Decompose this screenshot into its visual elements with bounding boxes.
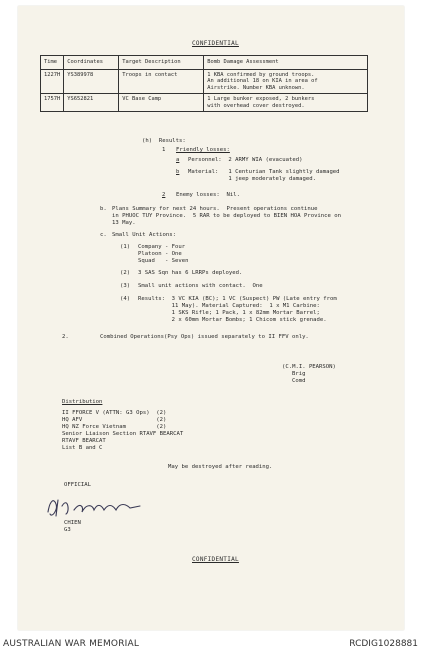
plans-label: b.	[100, 206, 107, 212]
material-text-2: 1 jeep moderately damaged.	[188, 176, 316, 182]
signatory-rank: Brig	[292, 371, 306, 377]
archive-reference: RCDIG1028881	[349, 639, 418, 649]
friendly-losses-heading: Friendly losses:	[176, 147, 230, 153]
plans-line-3: 13 May.	[112, 220, 136, 226]
item-line: Results: 3 VC KIA (BC); 1 VC (Suspect) PW (Late entry from	[138, 296, 337, 302]
combined-text: Combined Operations(Psy Ops) issued separately to II FFV only.	[100, 334, 309, 340]
col-bda-header: Bomb Damage Assessment	[204, 56, 368, 70]
distribution-line: II FFORCE V (ATTN: G3 Ops) (2)	[62, 410, 167, 416]
row-bda: 1 KBA confirmed by ground troops. An additional 18 on KIA in area of Airstrike. Number KBA unknown.	[204, 69, 368, 94]
combined-number: 2.	[62, 334, 69, 340]
plans-line-2: in PHUOC TUY Province. 5 RAR to be deployed to BIEN HOA Province on	[112, 213, 342, 219]
item-line: 11 May). Material Captured: 1 x M1 Carbine:	[138, 303, 320, 309]
col-time-header: Time	[41, 56, 64, 70]
official-line-1: CHIEN	[64, 520, 81, 526]
personnel-text: Personnel: 2 ARMY WIA (evacuated)	[188, 157, 303, 163]
distribution-line: Senior Liaison Section RTAVF BEARCAT	[62, 431, 184, 437]
row-coordinates: YS389978	[64, 69, 119, 94]
item-number: (2)	[120, 270, 131, 276]
material-label: b	[176, 169, 180, 175]
col-coordinates-header: Coordinates	[64, 56, 119, 70]
enemy-losses-number: 2	[162, 192, 166, 198]
material-text-1: Material: 1 Centurian Tank slightly damaged	[188, 169, 340, 175]
row-target: Troops in contact	[119, 69, 204, 94]
plans-line-1: Plans Summary for next 24 hours. Present operations continue	[112, 206, 318, 212]
distribution-line: HQ NZ Force Vietnam (2)	[62, 424, 167, 430]
distribution-heading: Distribution	[62, 399, 103, 405]
item-number: (4)	[120, 296, 131, 302]
bomb-damage-table	[40, 55, 368, 112]
item-line: 3 SAS Sqn has 6 LRRPs deployed.	[138, 270, 243, 276]
item-line: Platoon - One	[138, 251, 182, 257]
item-line: Squad - Seven	[138, 258, 189, 264]
item-line: 2 x 60mm Mortar Bombs; 1 Chicom stick grenade.	[138, 317, 327, 323]
item-number: (1)	[120, 244, 131, 250]
distribution-line: List B and C	[62, 445, 103, 451]
official-label: OFFICIAL	[64, 482, 91, 488]
table-row	[41, 69, 368, 94]
results-heading: (h) Results:	[142, 138, 186, 144]
destroy-note: May be destroyed after reading.	[168, 464, 273, 470]
friendly-losses-number: 1	[162, 147, 166, 153]
col-target-header: Target Description	[119, 56, 204, 70]
item-line: 1 SKS Rifle; 1 Pack, 1 x 82mm Mortar Barrel;	[138, 310, 320, 316]
item-line: Small unit actions with contact. One	[138, 283, 263, 289]
personnel-label: a	[176, 157, 180, 163]
row-coordinates: YS652821	[64, 94, 119, 112]
footer-classification: CONFIDENTIAL	[192, 556, 239, 563]
small-unit-label: c.	[100, 232, 107, 238]
signatory-name: (C.M.I. PEARSON)	[282, 364, 336, 370]
table-header-row	[41, 56, 368, 70]
row-time: 1757H	[41, 94, 64, 112]
distribution-line: RTAVF BEARCAT	[62, 438, 106, 444]
handwritten-signature	[40, 492, 150, 522]
item-line: Company - Four	[138, 244, 186, 250]
archive-name: AUSTRALIAN WAR MEMORIAL	[3, 639, 140, 649]
enemy-losses-text: Enemy losses: Nil.	[176, 192, 240, 198]
row-target: VC Base Camp	[119, 94, 204, 112]
header-classification: CONFIDENTIAL	[192, 40, 239, 47]
signatory-title: Comd	[292, 378, 306, 384]
row-time: 1227H	[41, 69, 64, 94]
item-number: (3)	[120, 283, 131, 289]
row-bda: 1 Large bunker exposed, 2 bunkers with overhead cover destroyed.	[204, 94, 368, 112]
distribution-line: HQ AFV (2)	[62, 417, 167, 423]
table-row	[41, 94, 368, 112]
archive-footer	[0, 634, 422, 653]
official-line-2: G3	[64, 527, 71, 533]
small-unit-heading: Small Unit Actions:	[112, 232, 176, 238]
